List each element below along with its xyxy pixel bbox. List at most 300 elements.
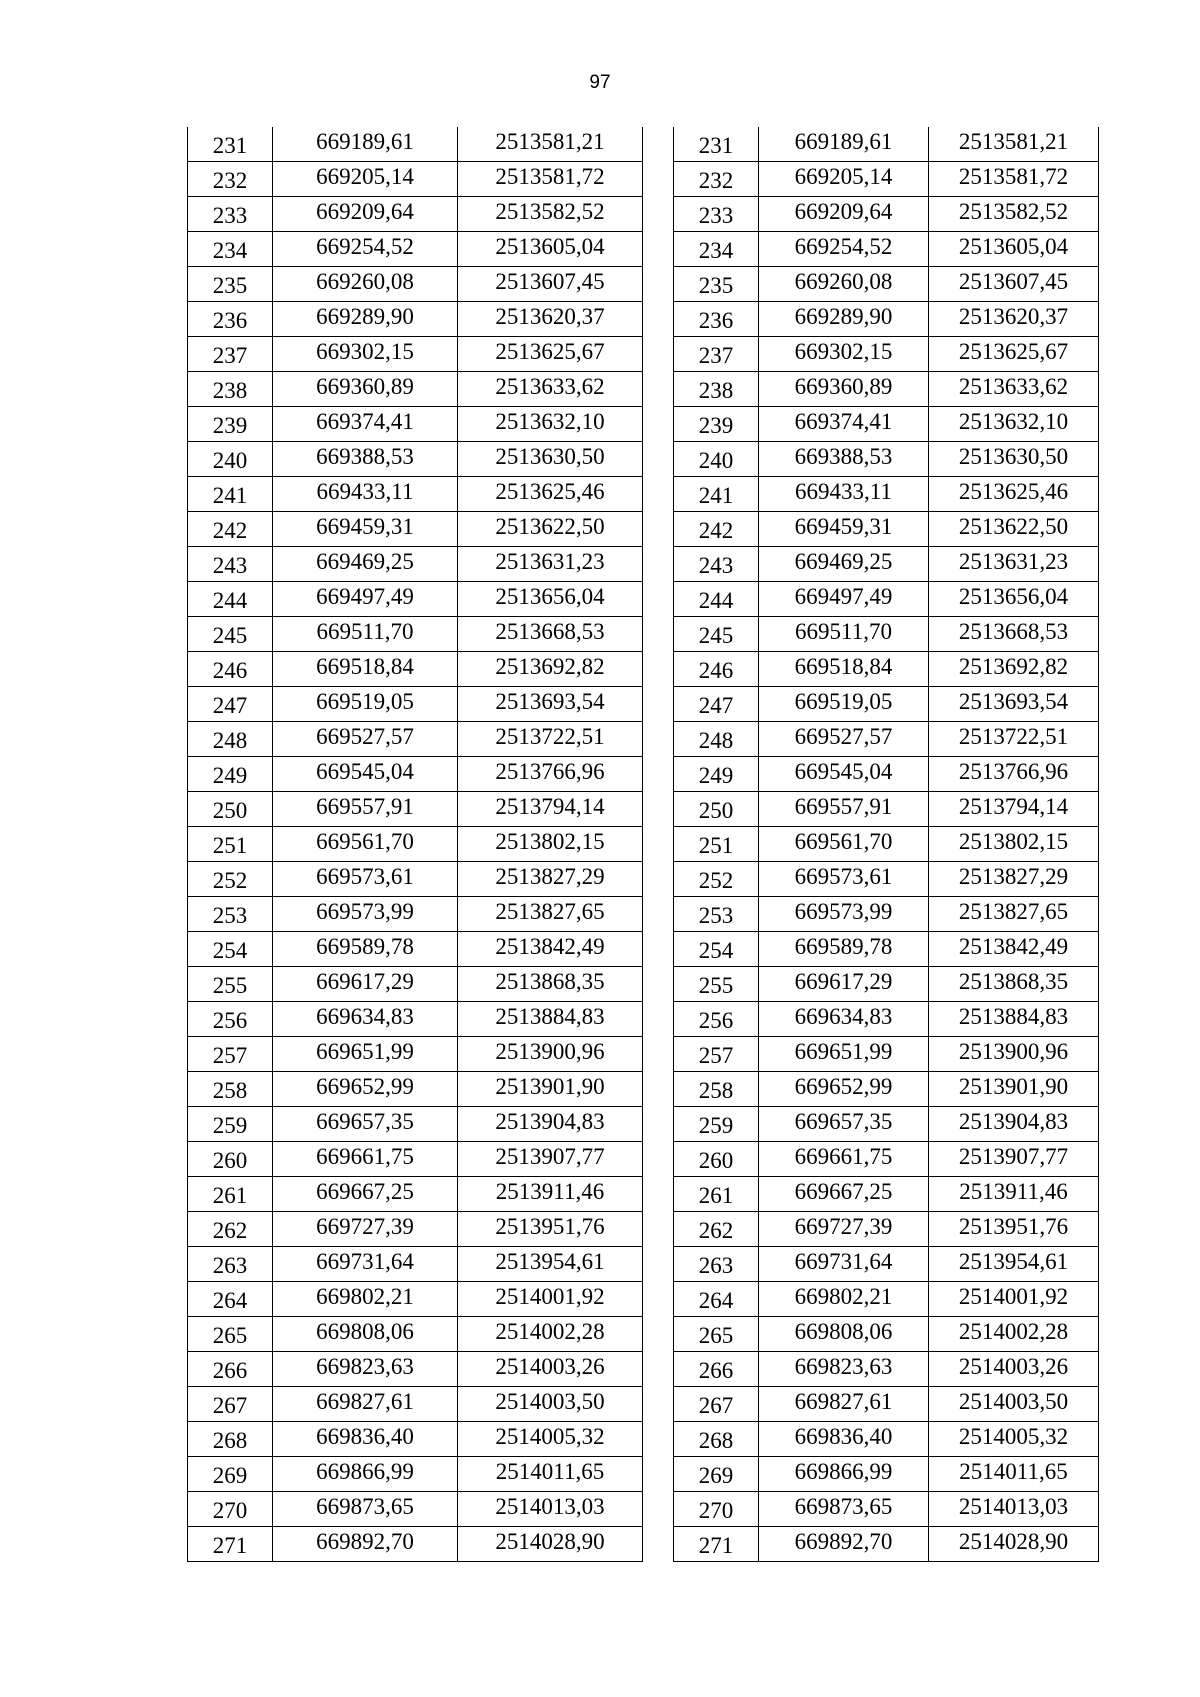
x-coordinate-cell: 669657,35 [759, 1107, 929, 1142]
point-number-cell: 256 [188, 1002, 273, 1037]
x-coordinate-cell: 669808,06 [759, 1317, 929, 1352]
x-coordinate-cell: 669260,08 [273, 267, 458, 302]
x-coordinate-cell: 669511,70 [759, 617, 929, 652]
table-row [188, 862, 643, 897]
y-coordinate-cell: 2513631,23 [458, 547, 643, 582]
x-coordinate-cell: 669289,90 [759, 302, 929, 337]
table-row [674, 1457, 1099, 1492]
x-coordinate-cell: 669866,99 [759, 1457, 929, 1492]
y-coordinate-cell: 2513605,04 [458, 232, 643, 267]
table-row [674, 1142, 1099, 1177]
x-coordinate-cell: 669433,11 [759, 477, 929, 512]
table-row [674, 1002, 1099, 1037]
x-coordinate-cell: 669836,40 [759, 1422, 929, 1457]
table-row [674, 1282, 1099, 1317]
table-row [674, 477, 1099, 512]
x-coordinate-cell: 669189,61 [273, 127, 458, 162]
x-coordinate-cell: 669652,99 [273, 1072, 458, 1107]
table-row [188, 1072, 643, 1107]
point-number-cell: 266 [188, 1352, 273, 1387]
y-coordinate-cell: 2513581,72 [929, 162, 1099, 197]
y-coordinate-cell: 2513901,90 [458, 1072, 643, 1107]
x-coordinate-cell: 669527,57 [273, 722, 458, 757]
point-number-cell: 251 [188, 827, 273, 862]
point-number-cell: 235 [674, 267, 759, 302]
point-number-cell: 271 [188, 1527, 273, 1562]
table-row [674, 1422, 1099, 1457]
x-coordinate-cell: 669518,84 [759, 652, 929, 687]
x-coordinate-cell: 669360,89 [759, 372, 929, 407]
table-row [674, 582, 1099, 617]
point-number-cell: 242 [674, 512, 759, 547]
x-coordinate-cell: 669827,61 [273, 1387, 458, 1422]
table-row [674, 1387, 1099, 1422]
table-row [674, 617, 1099, 652]
table-row [674, 932, 1099, 967]
point-number-cell: 236 [188, 302, 273, 337]
y-coordinate-cell: 2514005,32 [458, 1422, 643, 1457]
point-number-cell: 268 [674, 1422, 759, 1457]
y-coordinate-cell: 2513582,52 [458, 197, 643, 232]
x-coordinate-cell: 669519,05 [759, 687, 929, 722]
point-number-cell: 237 [188, 337, 273, 372]
table-row [188, 1037, 643, 1072]
y-coordinate-cell: 2514011,65 [929, 1457, 1099, 1492]
point-number-cell: 257 [188, 1037, 273, 1072]
x-coordinate-cell: 669374,41 [759, 407, 929, 442]
table-row [674, 302, 1099, 337]
coordinates-table-right [673, 127, 1099, 1562]
point-number-cell: 241 [188, 477, 273, 512]
point-number-cell: 261 [674, 1177, 759, 1212]
point-number-cell: 270 [188, 1492, 273, 1527]
x-coordinate-cell: 669388,53 [759, 442, 929, 477]
x-coordinate-cell: 669557,91 [273, 792, 458, 827]
point-number-cell: 260 [674, 1142, 759, 1177]
x-coordinate-cell: 669667,25 [273, 1177, 458, 1212]
point-number-cell: 250 [674, 792, 759, 827]
point-number-cell: 249 [188, 757, 273, 792]
x-coordinate-cell: 669661,75 [759, 1142, 929, 1177]
point-number-cell: 256 [674, 1002, 759, 1037]
point-number-cell: 264 [188, 1282, 273, 1317]
y-coordinate-cell: 2513581,21 [458, 127, 643, 162]
point-number-cell: 231 [674, 127, 759, 162]
y-coordinate-cell: 2514001,92 [458, 1282, 643, 1317]
y-coordinate-cell: 2513827,65 [929, 897, 1099, 932]
point-number-cell: 246 [674, 652, 759, 687]
x-coordinate-cell: 669561,70 [759, 827, 929, 862]
table-row [188, 1142, 643, 1177]
y-coordinate-cell: 2513868,35 [458, 967, 643, 1002]
point-number-cell: 262 [188, 1212, 273, 1247]
point-number-cell: 234 [188, 232, 273, 267]
table-row [188, 897, 643, 932]
x-coordinate-cell: 669360,89 [273, 372, 458, 407]
y-coordinate-cell: 2513582,52 [929, 197, 1099, 232]
table-row [674, 1177, 1099, 1212]
point-number-cell: 247 [674, 687, 759, 722]
x-coordinate-cell: 669892,70 [273, 1527, 458, 1562]
y-coordinate-cell: 2513633,62 [458, 372, 643, 407]
table-row [674, 1247, 1099, 1282]
table-row [674, 547, 1099, 582]
y-coordinate-cell: 2513607,45 [929, 267, 1099, 302]
point-number-cell: 239 [674, 407, 759, 442]
table-row [674, 267, 1099, 302]
table-row [674, 652, 1099, 687]
table-row [674, 1072, 1099, 1107]
x-coordinate-cell: 669836,40 [273, 1422, 458, 1457]
y-coordinate-cell: 2513633,62 [929, 372, 1099, 407]
table-row [188, 1352, 643, 1387]
point-number-cell: 244 [188, 582, 273, 617]
x-coordinate-cell: 669823,63 [273, 1352, 458, 1387]
y-coordinate-cell: 2514011,65 [458, 1457, 643, 1492]
point-number-cell: 262 [674, 1212, 759, 1247]
point-number-cell: 242 [188, 512, 273, 547]
x-coordinate-cell: 669573,61 [759, 862, 929, 897]
table-row [188, 1282, 643, 1317]
y-coordinate-cell: 2513692,82 [929, 652, 1099, 687]
table-row [188, 1387, 643, 1422]
table-row [188, 582, 643, 617]
table-row [188, 197, 643, 232]
x-coordinate-cell: 669302,15 [273, 337, 458, 372]
x-coordinate-cell: 669657,35 [273, 1107, 458, 1142]
y-coordinate-cell: 2513766,96 [929, 757, 1099, 792]
x-coordinate-cell: 669802,21 [759, 1282, 929, 1317]
point-number-cell: 265 [188, 1317, 273, 1352]
y-coordinate-cell: 2514028,90 [929, 1527, 1099, 1562]
point-number-cell: 239 [188, 407, 273, 442]
table-row [188, 1492, 643, 1527]
y-coordinate-cell: 2513630,50 [458, 442, 643, 477]
x-coordinate-cell: 669731,64 [273, 1247, 458, 1282]
y-coordinate-cell: 2513911,46 [929, 1177, 1099, 1212]
y-coordinate-cell: 2513722,51 [458, 722, 643, 757]
x-coordinate-cell: 669189,61 [759, 127, 929, 162]
x-coordinate-cell: 669374,41 [273, 407, 458, 442]
x-coordinate-cell: 669634,83 [759, 1002, 929, 1037]
x-coordinate-cell: 669469,25 [273, 547, 458, 582]
table-row [188, 547, 643, 582]
x-coordinate-cell: 669892,70 [759, 1527, 929, 1562]
table-row [188, 442, 643, 477]
y-coordinate-cell: 2513794,14 [458, 792, 643, 827]
y-coordinate-cell: 2514002,28 [929, 1317, 1099, 1352]
y-coordinate-cell: 2513630,50 [929, 442, 1099, 477]
table-row [674, 197, 1099, 232]
table-row [674, 722, 1099, 757]
x-coordinate-cell: 669617,29 [273, 967, 458, 1002]
table-row [188, 407, 643, 442]
table-row [188, 512, 643, 547]
y-coordinate-cell: 2514005,32 [929, 1422, 1099, 1457]
x-coordinate-cell: 669573,99 [759, 897, 929, 932]
y-coordinate-cell: 2513668,53 [929, 617, 1099, 652]
point-number-cell: 250 [188, 792, 273, 827]
y-coordinate-cell: 2513954,61 [929, 1247, 1099, 1282]
table-row [188, 1002, 643, 1037]
x-coordinate-cell: 669652,99 [759, 1072, 929, 1107]
y-coordinate-cell: 2513656,04 [458, 582, 643, 617]
x-coordinate-cell: 669205,14 [759, 162, 929, 197]
point-number-cell: 234 [674, 232, 759, 267]
x-coordinate-cell: 669260,08 [759, 267, 929, 302]
y-coordinate-cell: 2513901,90 [929, 1072, 1099, 1107]
table-row [188, 232, 643, 267]
point-number-cell: 245 [674, 617, 759, 652]
point-number-cell: 267 [188, 1387, 273, 1422]
point-number-cell: 267 [674, 1387, 759, 1422]
y-coordinate-cell: 2514003,26 [929, 1352, 1099, 1387]
x-coordinate-cell: 669209,64 [759, 197, 929, 232]
point-number-cell: 235 [188, 267, 273, 302]
coordinates-table-right-body [674, 127, 1099, 1562]
x-coordinate-cell: 669667,25 [759, 1177, 929, 1212]
y-coordinate-cell: 2513907,77 [458, 1142, 643, 1177]
table-row [188, 652, 643, 687]
y-coordinate-cell: 2513693,54 [929, 687, 1099, 722]
table-row [674, 512, 1099, 547]
x-coordinate-cell: 669254,52 [273, 232, 458, 267]
y-coordinate-cell: 2513625,46 [458, 477, 643, 512]
y-coordinate-cell: 2513904,83 [929, 1107, 1099, 1142]
y-coordinate-cell: 2514003,50 [458, 1387, 643, 1422]
point-number-cell: 254 [674, 932, 759, 967]
x-coordinate-cell: 669557,91 [759, 792, 929, 827]
table-row [674, 1037, 1099, 1072]
table-row [674, 1107, 1099, 1142]
table-row [188, 372, 643, 407]
coordinates-table-left-body [188, 127, 643, 1562]
point-number-cell: 252 [674, 862, 759, 897]
coordinates-table-left [187, 127, 643, 1562]
y-coordinate-cell: 2513911,46 [458, 1177, 643, 1212]
table-row [674, 337, 1099, 372]
table-row [674, 162, 1099, 197]
x-coordinate-cell: 669497,49 [273, 582, 458, 617]
x-coordinate-cell: 669634,83 [273, 1002, 458, 1037]
point-number-cell: 264 [674, 1282, 759, 1317]
point-number-cell: 251 [674, 827, 759, 862]
table-row [674, 792, 1099, 827]
y-coordinate-cell: 2514001,92 [929, 1282, 1099, 1317]
x-coordinate-cell: 669661,75 [273, 1142, 458, 1177]
point-number-cell: 248 [674, 722, 759, 757]
point-number-cell: 257 [674, 1037, 759, 1072]
page-number: 97 [589, 72, 611, 93]
y-coordinate-cell: 2513954,61 [458, 1247, 643, 1282]
y-coordinate-cell: 2513693,54 [458, 687, 643, 722]
point-number-cell: 249 [674, 757, 759, 792]
point-number-cell: 231 [188, 127, 273, 162]
x-coordinate-cell: 669873,65 [759, 1492, 929, 1527]
table-row [188, 827, 643, 862]
y-coordinate-cell: 2513625,67 [458, 337, 643, 372]
y-coordinate-cell: 2513827,29 [458, 862, 643, 897]
point-number-cell: 271 [674, 1527, 759, 1562]
point-number-cell: 255 [674, 967, 759, 1002]
x-coordinate-cell: 669518,84 [273, 652, 458, 687]
table-row [188, 967, 643, 1002]
y-coordinate-cell: 2513951,76 [458, 1212, 643, 1247]
x-coordinate-cell: 669302,15 [759, 337, 929, 372]
point-number-cell: 252 [188, 862, 273, 897]
x-coordinate-cell: 669651,99 [759, 1037, 929, 1072]
point-number-cell: 260 [188, 1142, 273, 1177]
y-coordinate-cell: 2513581,72 [458, 162, 643, 197]
table-row [188, 757, 643, 792]
point-number-cell: 241 [674, 477, 759, 512]
y-coordinate-cell: 2513656,04 [929, 582, 1099, 617]
x-coordinate-cell: 669545,04 [273, 757, 458, 792]
x-coordinate-cell: 669573,99 [273, 897, 458, 932]
y-coordinate-cell: 2513904,83 [458, 1107, 643, 1142]
table-row [188, 1247, 643, 1282]
point-number-cell: 247 [188, 687, 273, 722]
x-coordinate-cell: 669651,99 [273, 1037, 458, 1072]
x-coordinate-cell: 669205,14 [273, 162, 458, 197]
point-number-cell: 253 [674, 897, 759, 932]
x-coordinate-cell: 669727,39 [759, 1212, 929, 1247]
point-number-cell: 233 [674, 197, 759, 232]
point-number-cell: 233 [188, 197, 273, 232]
point-number-cell: 243 [188, 547, 273, 582]
x-coordinate-cell: 669497,49 [759, 582, 929, 617]
table-row [188, 617, 643, 652]
table-row [188, 1422, 643, 1457]
y-coordinate-cell: 2513794,14 [929, 792, 1099, 827]
x-coordinate-cell: 669469,25 [759, 547, 929, 582]
y-coordinate-cell: 2513620,37 [458, 302, 643, 337]
y-coordinate-cell: 2513625,67 [929, 337, 1099, 372]
table-row [674, 862, 1099, 897]
y-coordinate-cell: 2513907,77 [929, 1142, 1099, 1177]
y-coordinate-cell: 2513802,15 [929, 827, 1099, 862]
x-coordinate-cell: 669866,99 [273, 1457, 458, 1492]
point-number-cell: 261 [188, 1177, 273, 1212]
y-coordinate-cell: 2513622,50 [458, 512, 643, 547]
table-row [674, 967, 1099, 1002]
table-row [188, 1317, 643, 1352]
point-number-cell: 263 [188, 1247, 273, 1282]
point-number-cell: 237 [674, 337, 759, 372]
point-number-cell: 258 [188, 1072, 273, 1107]
y-coordinate-cell: 2513620,37 [929, 302, 1099, 337]
x-coordinate-cell: 669589,78 [273, 932, 458, 967]
x-coordinate-cell: 669289,90 [273, 302, 458, 337]
y-coordinate-cell: 2514003,50 [929, 1387, 1099, 1422]
table-row [188, 302, 643, 337]
x-coordinate-cell: 669545,04 [759, 757, 929, 792]
table-row [188, 1177, 643, 1212]
point-number-cell: 245 [188, 617, 273, 652]
x-coordinate-cell: 669727,39 [273, 1212, 458, 1247]
table-row [188, 1527, 643, 1562]
table-row [674, 442, 1099, 477]
table-row [188, 267, 643, 302]
point-number-cell: 269 [674, 1457, 759, 1492]
x-coordinate-cell: 669561,70 [273, 827, 458, 862]
x-coordinate-cell: 669827,61 [759, 1387, 929, 1422]
x-coordinate-cell: 669617,29 [759, 967, 929, 1002]
table-row [674, 127, 1099, 162]
y-coordinate-cell: 2513951,76 [929, 1212, 1099, 1247]
point-number-cell: 269 [188, 1457, 273, 1492]
y-coordinate-cell: 2513622,50 [929, 512, 1099, 547]
point-number-cell: 246 [188, 652, 273, 687]
table-row [188, 337, 643, 372]
table-row [674, 1492, 1099, 1527]
point-number-cell: 255 [188, 967, 273, 1002]
point-number-cell: 243 [674, 547, 759, 582]
table-row [674, 1317, 1099, 1352]
table-row [188, 687, 643, 722]
y-coordinate-cell: 2513827,29 [929, 862, 1099, 897]
x-coordinate-cell: 669589,78 [759, 932, 929, 967]
point-number-cell: 240 [674, 442, 759, 477]
table-row [674, 232, 1099, 267]
y-coordinate-cell: 2514013,03 [929, 1492, 1099, 1527]
y-coordinate-cell: 2513668,53 [458, 617, 643, 652]
y-coordinate-cell: 2513827,65 [458, 897, 643, 932]
y-coordinate-cell: 2513631,23 [929, 547, 1099, 582]
table-row [188, 1212, 643, 1247]
x-coordinate-cell: 669511,70 [273, 617, 458, 652]
table-row [674, 372, 1099, 407]
y-coordinate-cell: 2513884,83 [458, 1002, 643, 1037]
y-coordinate-cell: 2514002,28 [458, 1317, 643, 1352]
x-coordinate-cell: 669873,65 [273, 1492, 458, 1527]
point-number-cell: 238 [674, 372, 759, 407]
x-coordinate-cell: 669433,11 [273, 477, 458, 512]
y-coordinate-cell: 2513581,21 [929, 127, 1099, 162]
table-row [188, 477, 643, 512]
y-coordinate-cell: 2513868,35 [929, 967, 1099, 1002]
point-number-cell: 259 [188, 1107, 273, 1142]
x-coordinate-cell: 669459,31 [759, 512, 929, 547]
y-coordinate-cell: 2513625,46 [929, 477, 1099, 512]
table-row [674, 1212, 1099, 1247]
x-coordinate-cell: 669254,52 [759, 232, 929, 267]
y-coordinate-cell: 2513900,96 [929, 1037, 1099, 1072]
table-row [188, 127, 643, 162]
point-number-cell: 240 [188, 442, 273, 477]
point-number-cell: 268 [188, 1422, 273, 1457]
table-row [674, 1352, 1099, 1387]
y-coordinate-cell: 2514013,03 [458, 1492, 643, 1527]
y-coordinate-cell: 2513842,49 [929, 932, 1099, 967]
y-coordinate-cell: 2513607,45 [458, 267, 643, 302]
point-number-cell: 263 [674, 1247, 759, 1282]
table-row [674, 687, 1099, 722]
point-number-cell: 265 [674, 1317, 759, 1352]
x-coordinate-cell: 669823,63 [759, 1352, 929, 1387]
point-number-cell: 253 [188, 897, 273, 932]
table-row [188, 722, 643, 757]
y-coordinate-cell: 2514003,26 [458, 1352, 643, 1387]
table-row [674, 757, 1099, 792]
x-coordinate-cell: 669388,53 [273, 442, 458, 477]
y-coordinate-cell: 2513766,96 [458, 757, 643, 792]
table-row [188, 792, 643, 827]
point-number-cell: 258 [674, 1072, 759, 1107]
point-number-cell: 236 [674, 302, 759, 337]
point-number-cell: 244 [674, 582, 759, 617]
point-number-cell: 270 [674, 1492, 759, 1527]
